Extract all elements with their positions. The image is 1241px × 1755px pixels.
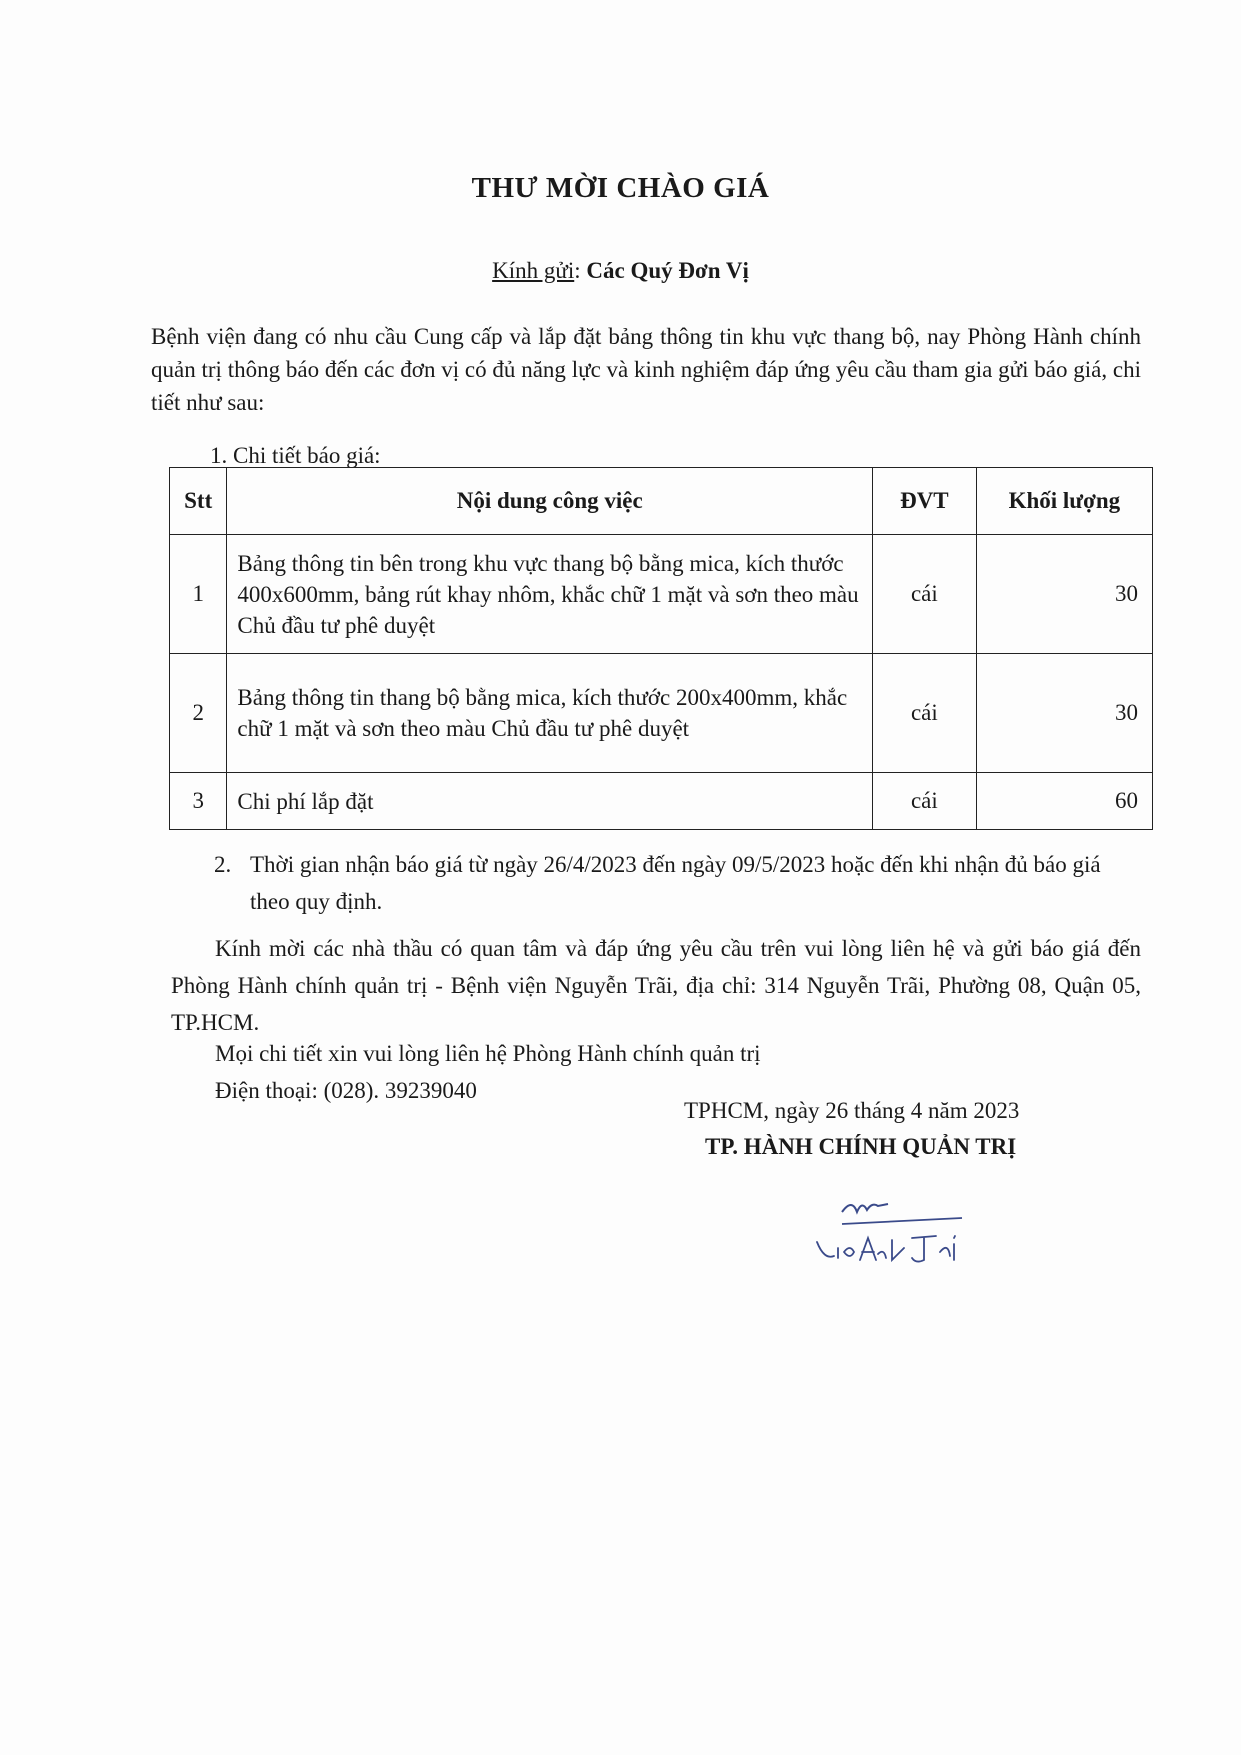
date-line: TPHCM, ngày 26 tháng 4 năm 2023 [684,1098,1020,1123]
cell-qty: 60 [976,773,1152,830]
section-2 [214,846,1144,920]
cell-stt: 3 [170,773,227,830]
cell-stt: 2 [170,654,227,773]
signing-office: TP. HÀNH CHÍNH QUẢN TRỊ [705,1134,1017,1159]
contact-line: Mọi chi tiết xin vui lòng liên hệ Phòng Hành chính quản trị [215,1041,761,1066]
table-header-row [170,468,1153,535]
section-2-text: Thời gian nhận báo giá từ ngày 26/4/2023 đến ngày 09/5/2023 hoặc đến khi nhận đủ báo giá theo quy định. [250,852,1101,914]
table-row [170,773,1153,830]
closing-text: Kính mời các nhà thầu có quan tâm và đáp ứng yêu cầu trên vui lòng liên hệ và gửi báo giá đến Phòng Hành chính quản trị - Bệnh viện Nguyễn Trãi, địa chỉ: 314 Nguyễn Trãi, Phường 08, Quận 05, TP.HCM. [171,936,1141,1035]
cell-unit: cái [873,773,977,830]
cell-unit: cái [873,535,977,654]
cell-content: Chi phí lắp đặt [227,773,873,830]
greeting-label: Kính gửi [492,258,575,283]
header-stt: Stt [170,468,227,535]
contact-phone: Điện thoại: (028). 39239040 [215,1078,477,1103]
header-qty: Khối lượng [976,468,1152,535]
cell-stt: 1 [170,535,227,654]
table-row [170,535,1153,654]
cell-qty: 30 [976,654,1152,773]
section-2-number: 2. [214,852,232,877]
greeting-recipient: Các Quý Đơn Vị [586,258,749,283]
section-1-heading: 1. Chi tiết báo giá: [210,443,381,468]
header-content: Nội dung công việc [227,468,873,535]
greeting-colon: : [574,258,581,283]
cell-content: Bảng thông tin bên trong khu vực thang bộ bằng mica, kích thước 400x600mm, bảng rút khay nhôm, khắc chữ 1 mặt và sơn theo màu Chủ đầu tư phê duyệt [227,535,873,654]
cell-content: Bảng thông tin thang bộ bằng mica, kích thước 200x400mm, khắc chữ 1 mặt và sơn theo màu Chủ đầu tư phê duyệt [227,654,873,773]
document-title: THƯ MỜI CHÀO GIÁ [471,172,770,204]
quote-table [169,467,1153,830]
contact-block [215,1035,761,1109]
table-row [170,654,1153,773]
handwritten-signature [812,1190,1022,1280]
intro-paragraph: Bệnh viện đang có nhu cầu Cung cấp và lắp đặt bảng thông tin khu vực thang bộ, nay Phòng Hành chính quản trị thông báo đến các đơn vị có đủ năng lực và kinh nghiệm đáp ứng yêu cầu tham gia gửi báo giá, chi tiết như sau: [151,324,1141,415]
cell-unit: cái [873,654,977,773]
closing-paragraph [171,930,1141,1041]
greeting-line [0,258,1241,284]
header-unit: ĐVT [873,468,977,535]
cell-qty: 30 [976,535,1152,654]
